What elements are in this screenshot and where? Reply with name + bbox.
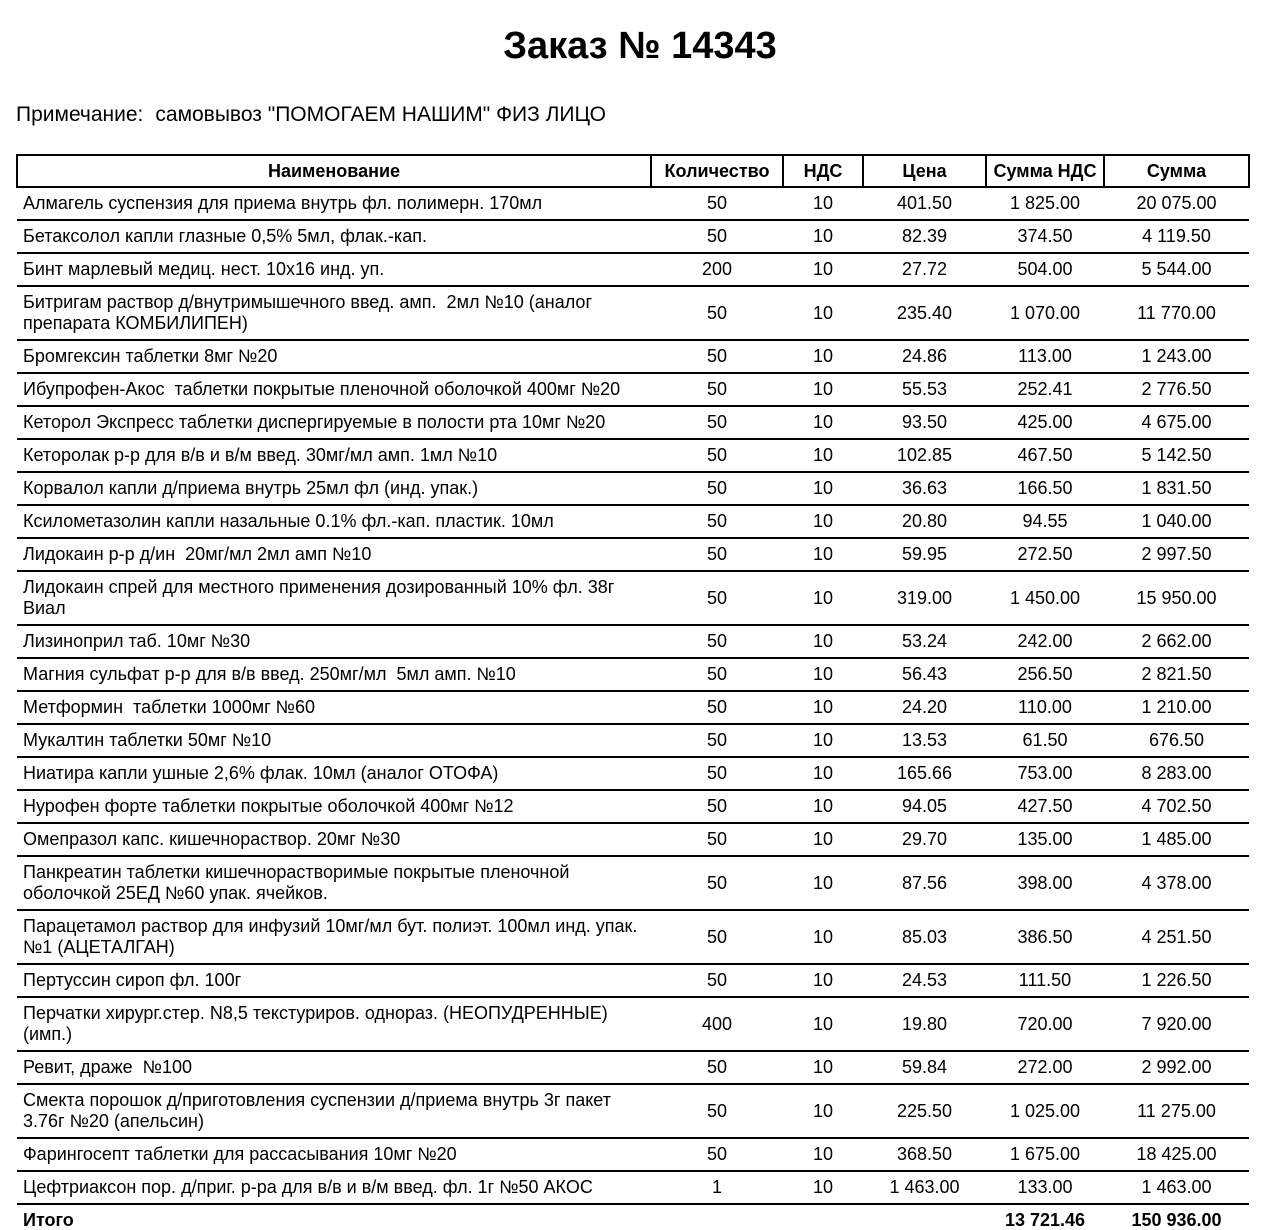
item-price: 13.53 bbox=[863, 724, 986, 757]
item-name: Лидокаин спрей для местного применения дозированный 10% фл. 38г Виал bbox=[17, 571, 651, 625]
item-vat: 10 bbox=[783, 286, 863, 340]
item-name: Ревит, драже №100 bbox=[17, 1051, 651, 1084]
item-quantity: 50 bbox=[651, 472, 783, 505]
item-price: 29.70 bbox=[863, 823, 986, 856]
item-vat-sum: 110.00 bbox=[986, 691, 1104, 724]
item-name: Бинт марлевый медиц. нест. 10х16 инд. уп. bbox=[17, 253, 651, 286]
table-row bbox=[17, 472, 1249, 505]
item-vat-sum: 272.50 bbox=[986, 538, 1104, 571]
table-row bbox=[17, 856, 1249, 910]
table-row bbox=[17, 571, 1249, 625]
item-sum: 11 770.00 bbox=[1104, 286, 1249, 340]
table-row bbox=[17, 997, 1249, 1051]
item-vat-sum: 242.00 bbox=[986, 625, 1104, 658]
item-sum: 1 040.00 bbox=[1104, 505, 1249, 538]
item-quantity: 50 bbox=[651, 658, 783, 691]
item-sum: 4 251.50 bbox=[1104, 910, 1249, 964]
item-name: Цефтриаксон пор. д/приг. р-ра для в/в и в/м введ. фл. 1г №50 АКОС bbox=[17, 1171, 651, 1204]
item-sum: 15 950.00 bbox=[1104, 571, 1249, 625]
item-name: Метформин таблетки 1000мг №60 bbox=[17, 691, 651, 724]
item-name: Нурофен форте таблетки покрытые оболочкой 400мг №12 bbox=[17, 790, 651, 823]
item-sum: 4 675.00 bbox=[1104, 406, 1249, 439]
item-name: Бетаксолол капли глазные 0,5% 5мл, флак.-кап. bbox=[17, 220, 651, 253]
item-vat: 10 bbox=[783, 220, 863, 253]
item-quantity: 50 bbox=[651, 757, 783, 790]
item-vat: 10 bbox=[783, 910, 863, 964]
item-quantity: 50 bbox=[651, 286, 783, 340]
item-sum: 1 485.00 bbox=[1104, 823, 1249, 856]
item-vat-sum: 1 025.00 bbox=[986, 1084, 1104, 1138]
item-vat: 10 bbox=[783, 856, 863, 910]
item-name: Смекта порошок д/приготовления суспензии д/приема внутрь 3г пакет 3.76г №20 (апельсин) bbox=[17, 1084, 651, 1138]
table-row bbox=[17, 724, 1249, 757]
table-row bbox=[17, 1138, 1249, 1171]
item-vat-sum: 1 450.00 bbox=[986, 571, 1104, 625]
item-sum: 1 226.50 bbox=[1104, 964, 1249, 997]
order-items-table bbox=[16, 154, 1250, 1230]
col-header-quantity: Количество bbox=[651, 155, 783, 187]
item-price: 87.56 bbox=[863, 856, 986, 910]
table-row bbox=[17, 538, 1249, 571]
item-quantity: 50 bbox=[651, 1138, 783, 1171]
item-quantity: 50 bbox=[651, 538, 783, 571]
item-name: Ниатира капли ушные 2,6% флак. 10мл (аналог ОТОФА) bbox=[17, 757, 651, 790]
item-name: Ибупрофен-Акос таблетки покрытые пленочной оболочкой 400мг №20 bbox=[17, 373, 651, 406]
item-quantity: 50 bbox=[651, 1051, 783, 1084]
item-sum: 1 831.50 bbox=[1104, 472, 1249, 505]
item-vat: 10 bbox=[783, 964, 863, 997]
item-price: 94.05 bbox=[863, 790, 986, 823]
note-line bbox=[16, 102, 1280, 128]
item-sum: 4 119.50 bbox=[1104, 220, 1249, 253]
total-row bbox=[17, 1204, 1249, 1230]
item-name: Мукалтин таблетки 50мг №10 bbox=[17, 724, 651, 757]
col-header-vat: НДС bbox=[783, 155, 863, 187]
item-vat: 10 bbox=[783, 373, 863, 406]
item-sum: 4 702.50 bbox=[1104, 790, 1249, 823]
item-vat-sum: 166.50 bbox=[986, 472, 1104, 505]
item-quantity: 50 bbox=[651, 625, 783, 658]
item-price: 24.53 bbox=[863, 964, 986, 997]
item-price: 102.85 bbox=[863, 439, 986, 472]
item-name: Фарингосепт таблетки для рассасывания 10мг №20 bbox=[17, 1138, 651, 1171]
item-price: 85.03 bbox=[863, 910, 986, 964]
table-row bbox=[17, 439, 1249, 472]
table-row bbox=[17, 964, 1249, 997]
item-quantity: 50 bbox=[651, 571, 783, 625]
item-price: 24.86 bbox=[863, 340, 986, 373]
item-sum: 2 992.00 bbox=[1104, 1051, 1249, 1084]
col-header-vat-sum: Сумма НДС bbox=[986, 155, 1104, 187]
item-sum: 2 821.50 bbox=[1104, 658, 1249, 691]
item-vat: 10 bbox=[783, 1051, 863, 1084]
item-quantity: 1 bbox=[651, 1171, 783, 1204]
item-quantity: 50 bbox=[651, 724, 783, 757]
col-header-sum: Сумма bbox=[1104, 155, 1249, 187]
table-row bbox=[17, 187, 1249, 220]
item-vat: 10 bbox=[783, 790, 863, 823]
item-sum: 676.50 bbox=[1104, 724, 1249, 757]
table-row bbox=[17, 1051, 1249, 1084]
item-price: 19.80 bbox=[863, 997, 986, 1051]
item-name: Кеторол Экспресс таблетки диспергируемые в полости рта 10мг №20 bbox=[17, 406, 651, 439]
item-quantity: 50 bbox=[651, 340, 783, 373]
item-name: Ксилометазолин капли назальные 0.1% фл.-кап. пластик. 10мл bbox=[17, 505, 651, 538]
item-sum: 11 275.00 bbox=[1104, 1084, 1249, 1138]
item-vat: 10 bbox=[783, 724, 863, 757]
item-quantity: 50 bbox=[651, 964, 783, 997]
item-vat: 10 bbox=[783, 1084, 863, 1138]
table-row bbox=[17, 757, 1249, 790]
item-sum: 1 210.00 bbox=[1104, 691, 1249, 724]
item-name: Корвалол капли д/приема внутрь 25мл фл (инд. упак.) bbox=[17, 472, 651, 505]
item-price: 368.50 bbox=[863, 1138, 986, 1171]
col-header-price: Цена bbox=[863, 155, 986, 187]
table-row bbox=[17, 823, 1249, 856]
item-quantity: 50 bbox=[651, 1084, 783, 1138]
item-quantity: 50 bbox=[651, 691, 783, 724]
item-price: 27.72 bbox=[863, 253, 986, 286]
item-vat-sum: 398.00 bbox=[986, 856, 1104, 910]
item-name: Лидокаин р-р д/ин 20мг/мл 2мл амп №10 bbox=[17, 538, 651, 571]
item-sum: 4 378.00 bbox=[1104, 856, 1249, 910]
item-quantity: 50 bbox=[651, 406, 783, 439]
item-vat: 10 bbox=[783, 538, 863, 571]
item-name: Панкреатин таблетки кишечнорастворимые покрытые пленочной оболочкой 25ЕД №60 упак. ячейков. bbox=[17, 856, 651, 910]
item-name: Магния сульфат р-р для в/в введ. 250мг/мл 5мл амп. №10 bbox=[17, 658, 651, 691]
item-vat: 10 bbox=[783, 439, 863, 472]
total-label: Итого bbox=[23, 1210, 74, 1230]
item-vat: 10 bbox=[783, 1171, 863, 1204]
total-empty-price bbox=[863, 1204, 986, 1230]
item-price: 225.50 bbox=[863, 1084, 986, 1138]
item-vat: 10 bbox=[783, 823, 863, 856]
item-vat-sum: 256.50 bbox=[986, 658, 1104, 691]
table-row bbox=[17, 253, 1249, 286]
table-row bbox=[17, 406, 1249, 439]
total-sum: 150 936.00 bbox=[1131, 1210, 1222, 1230]
item-sum: 1 463.00 bbox=[1104, 1171, 1249, 1204]
item-name: Парацетамол раствор для инфузий 10мг/мл бут. полиэт. 100мл инд. упак. №1 (АЦЕТАЛГАН) bbox=[17, 910, 651, 964]
item-quantity: 50 bbox=[651, 910, 783, 964]
item-name: Пертуссин сироп фл. 100г bbox=[17, 964, 651, 997]
table-row bbox=[17, 505, 1249, 538]
item-price: 56.43 bbox=[863, 658, 986, 691]
note-label: Примечание: bbox=[16, 103, 144, 126]
item-vat: 10 bbox=[783, 997, 863, 1051]
item-vat-sum: 133.00 bbox=[986, 1171, 1104, 1204]
item-price: 165.66 bbox=[863, 757, 986, 790]
item-name: Лизиноприл таб. 10мг №30 bbox=[17, 625, 651, 658]
item-vat-sum: 94.55 bbox=[986, 505, 1104, 538]
item-sum: 20 075.00 bbox=[1104, 187, 1249, 220]
note-text: самовывоз "ПОМОГАЕМ НАШИМ" ФИЗ ЛИЦО bbox=[155, 103, 606, 126]
item-sum: 2 662.00 bbox=[1104, 625, 1249, 658]
table-row bbox=[17, 691, 1249, 724]
item-price: 55.53 bbox=[863, 373, 986, 406]
item-vat: 10 bbox=[783, 340, 863, 373]
item-sum: 5 142.50 bbox=[1104, 439, 1249, 472]
item-sum: 2 776.50 bbox=[1104, 373, 1249, 406]
table-row bbox=[17, 373, 1249, 406]
table-row bbox=[17, 790, 1249, 823]
item-price: 82.39 bbox=[863, 220, 986, 253]
item-vat-sum: 504.00 bbox=[986, 253, 1104, 286]
item-sum: 18 425.00 bbox=[1104, 1138, 1249, 1171]
item-vat: 10 bbox=[783, 691, 863, 724]
item-name: Битригам раствор д/внутримышечного введ. амп. 2мл №10 (аналог препарата КОМБИЛИПЕН) bbox=[17, 286, 651, 340]
item-name: Бромгексин таблетки 8мг №20 bbox=[17, 340, 651, 373]
item-vat: 10 bbox=[783, 406, 863, 439]
item-vat: 10 bbox=[783, 757, 863, 790]
item-price: 20.80 bbox=[863, 505, 986, 538]
item-sum: 2 997.50 bbox=[1104, 538, 1249, 571]
item-sum: 5 544.00 bbox=[1104, 253, 1249, 286]
item-name: Алмагель суспензия для приема внутрь фл. полимерн. 170мл bbox=[17, 187, 651, 220]
item-vat: 10 bbox=[783, 187, 863, 220]
item-vat-sum: 61.50 bbox=[986, 724, 1104, 757]
item-vat-sum: 111.50 bbox=[986, 964, 1104, 997]
item-price: 401.50 bbox=[863, 187, 986, 220]
item-vat: 10 bbox=[783, 1138, 863, 1171]
total-empty-vat bbox=[783, 1204, 863, 1230]
item-vat-sum: 252.41 bbox=[986, 373, 1104, 406]
item-vat-sum: 1 070.00 bbox=[986, 286, 1104, 340]
table-row bbox=[17, 286, 1249, 340]
table-row bbox=[17, 658, 1249, 691]
item-quantity: 200 bbox=[651, 253, 783, 286]
item-vat: 10 bbox=[783, 505, 863, 538]
item-price: 59.95 bbox=[863, 538, 986, 571]
item-quantity: 400 bbox=[651, 997, 783, 1051]
item-vat-sum: 1 675.00 bbox=[986, 1138, 1104, 1171]
item-quantity: 50 bbox=[651, 220, 783, 253]
item-vat-sum: 113.00 bbox=[986, 340, 1104, 373]
item-vat-sum: 427.50 bbox=[986, 790, 1104, 823]
page-title: Заказ № 14343 bbox=[503, 25, 777, 67]
item-vat: 10 bbox=[783, 253, 863, 286]
item-price: 24.20 bbox=[863, 691, 986, 724]
item-quantity: 50 bbox=[651, 823, 783, 856]
table-row bbox=[17, 1171, 1249, 1204]
item-quantity: 50 bbox=[651, 790, 783, 823]
item-price: 53.24 bbox=[863, 625, 986, 658]
item-name: Кеторолак р-р для в/в и в/м введ. 30мг/мл амп. 1мл №10 bbox=[17, 439, 651, 472]
item-vat-sum: 1 825.00 bbox=[986, 187, 1104, 220]
total-empty-qty bbox=[651, 1204, 783, 1230]
item-sum: 1 243.00 bbox=[1104, 340, 1249, 373]
item-vat-sum: 272.00 bbox=[986, 1051, 1104, 1084]
item-vat-sum: 135.00 bbox=[986, 823, 1104, 856]
item-vat-sum: 467.50 bbox=[986, 439, 1104, 472]
item-vat-sum: 753.00 bbox=[986, 757, 1104, 790]
table-row bbox=[17, 910, 1249, 964]
item-price: 1 463.00 bbox=[863, 1171, 986, 1204]
table-header-row bbox=[17, 155, 1249, 187]
col-header-name: Наименование bbox=[17, 155, 651, 187]
item-vat: 10 bbox=[783, 472, 863, 505]
item-price: 235.40 bbox=[863, 286, 986, 340]
item-price: 319.00 bbox=[863, 571, 986, 625]
item-vat-sum: 720.00 bbox=[986, 997, 1104, 1051]
item-quantity: 50 bbox=[651, 187, 783, 220]
item-quantity: 50 bbox=[651, 373, 783, 406]
item-vat-sum: 386.50 bbox=[986, 910, 1104, 964]
table-row bbox=[17, 1084, 1249, 1138]
table-row bbox=[17, 340, 1249, 373]
item-quantity: 50 bbox=[651, 439, 783, 472]
item-vat: 10 bbox=[783, 571, 863, 625]
item-price: 93.50 bbox=[863, 406, 986, 439]
item-price: 59.84 bbox=[863, 1051, 986, 1084]
item-price: 36.63 bbox=[863, 472, 986, 505]
item-sum: 8 283.00 bbox=[1104, 757, 1249, 790]
item-name: Омепразол капс. кишечнораствор. 20мг №30 bbox=[17, 823, 651, 856]
item-name: Перчатки хирург.стер. N8,5 текстуриров. однораз. (НЕОПУДРЕННЫЕ) (имп.) bbox=[17, 997, 651, 1051]
item-vat-sum: 425.00 bbox=[986, 406, 1104, 439]
item-vat: 10 bbox=[783, 625, 863, 658]
item-quantity: 50 bbox=[651, 505, 783, 538]
item-quantity: 50 bbox=[651, 856, 783, 910]
item-vat-sum: 374.50 bbox=[986, 220, 1104, 253]
table-row bbox=[17, 220, 1249, 253]
item-sum: 7 920.00 bbox=[1104, 997, 1249, 1051]
item-vat: 10 bbox=[783, 658, 863, 691]
total-vat-sum: 13 721.46 bbox=[1004, 1210, 1086, 1230]
table-row bbox=[17, 625, 1249, 658]
